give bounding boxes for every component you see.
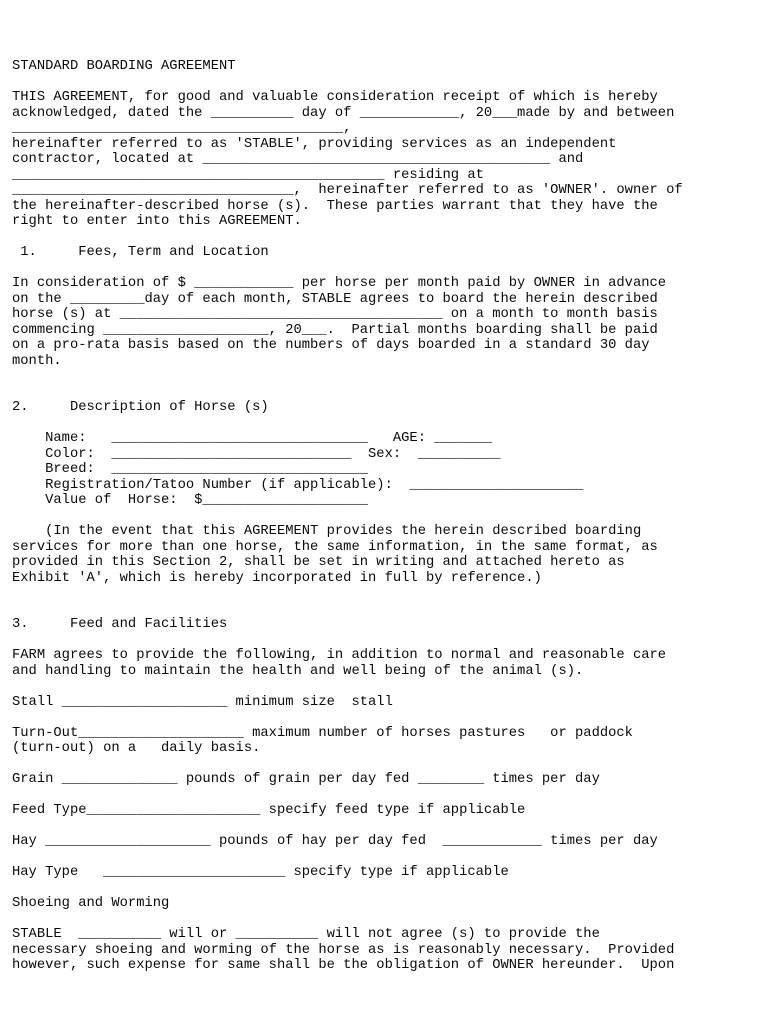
document-line: FARM agrees to provide the following, in addition to normal and reasonable care — [12, 648, 667, 663]
document-line: necessary shoeing and worming of the horse as is reasonably necessary. Provided — [12, 942, 675, 958]
document-line: Name: _______________________________ AGE: _______ — [12, 431, 493, 446]
document-line: acknowledged, dated the __________ day of ____________, 20___made by and between — [12, 105, 675, 121]
document-line: Exhibit 'A', which is hereby incorporated in full by reference.) — [12, 570, 542, 586]
document-line: right to enter into this AGREEMENT. — [12, 214, 302, 229]
document-line — [12, 416, 762, 432]
document-line — [12, 385, 762, 401]
document-line: month. — [12, 353, 62, 369]
document-line — [12, 819, 762, 835]
document-line: Hay Type ______________________ specify type if applicable — [12, 865, 509, 880]
document-line: the hereinafter-described horse (s). These parties warrant that they have the — [12, 198, 658, 214]
document-line: Grain ______________ pounds of grain per day fed ________ times per day — [12, 772, 600, 787]
document-line — [12, 261, 762, 277]
document-line: services for more than one horse, the same information, in the same format, as — [12, 539, 658, 555]
document-line — [12, 881, 762, 897]
document-line: 3. Feed and Facilities — [12, 617, 228, 632]
document-line: Turn-Out____________________ maximum number of horses pastures or paddock — [12, 725, 633, 741]
document-line: contractor, located at __________________________________________ and — [12, 152, 584, 167]
document-line — [12, 586, 762, 602]
document-line: Feed Type_____________________ specify feed type if applicable — [12, 803, 526, 818]
document-line — [12, 679, 762, 695]
document-line: Color: _____________________________ Sex: __________ — [12, 446, 501, 462]
document-line: however, such expense for same shall be the obligation of OWNER hereunder. Upon — [12, 958, 675, 973]
document-line: Hay ____________________ pounds of hay per day fed ____________ times per day — [12, 834, 658, 849]
document-line — [12, 633, 762, 649]
document-line — [12, 850, 762, 866]
document-line: THIS AGREEMENT, for good and valuable consideration receipt of which is hereby — [12, 90, 658, 105]
document-line: Value of Horse: $____________________ — [12, 493, 369, 508]
document-line: on a pro-rata basis based on the numbers of days boarded in a standard 30 day — [12, 338, 650, 353]
document-line — [12, 912, 762, 928]
page-title: STANDARD BOARDING AGREEMENT — [12, 59, 236, 74]
document-line — [12, 509, 762, 525]
document-line: Shoeing and Worming — [12, 896, 170, 911]
document-line: horse (s) at _______________________________________ on a month to month basis — [12, 307, 658, 322]
document-line: _____________________________________________ residing at — [12, 167, 484, 183]
document-line: hereinafter referred to as 'STABLE', providing services as an independent — [12, 136, 617, 152]
document-line — [12, 757, 762, 773]
document-line — [12, 75, 762, 91]
document-line: In consideration of $ ____________ per horse per month paid by OWNER in advance — [12, 276, 667, 291]
document-line: Registration/Tatoo Number (if applicable): _____________________ — [12, 477, 584, 493]
document-line: ________________________________________, — [12, 121, 352, 136]
document-line: STABLE __________ will or __________ will not agree (s) to provide the — [12, 927, 600, 942]
document-line — [12, 710, 762, 726]
document-line: 1. Fees, Term and Location — [12, 245, 269, 260]
document-line: provided in this Section 2, shall be set in writing and attached hereto as — [12, 555, 625, 570]
document-line: 2. Description of Horse (s) — [12, 400, 269, 415]
document-line — [12, 602, 762, 618]
document-line — [12, 230, 762, 246]
document-line: and handling to maintain the health and well being of the animal (s). — [12, 663, 584, 679]
document-line: Breed: _______________________________ — [12, 462, 369, 477]
document-line: Stall ____________________ minimum size stall — [12, 694, 393, 710]
document-line: (turn-out) on a daily basis. — [12, 741, 261, 756]
agreement-document-body — [12, 75, 762, 974]
document-line: commencing ____________________, 20___. Partial months boarding shall be paid — [12, 322, 658, 338]
document-line — [12, 369, 762, 385]
document-line — [12, 788, 762, 804]
document-line: (In the event that this AGREEMENT provides the herein described boarding — [12, 524, 642, 539]
document-line: on the _________day of each month, STABLE agrees to board the herein described — [12, 291, 658, 307]
document-line: __________________________________, hereinafter referred to as 'OWNER'. owner of — [12, 183, 683, 198]
